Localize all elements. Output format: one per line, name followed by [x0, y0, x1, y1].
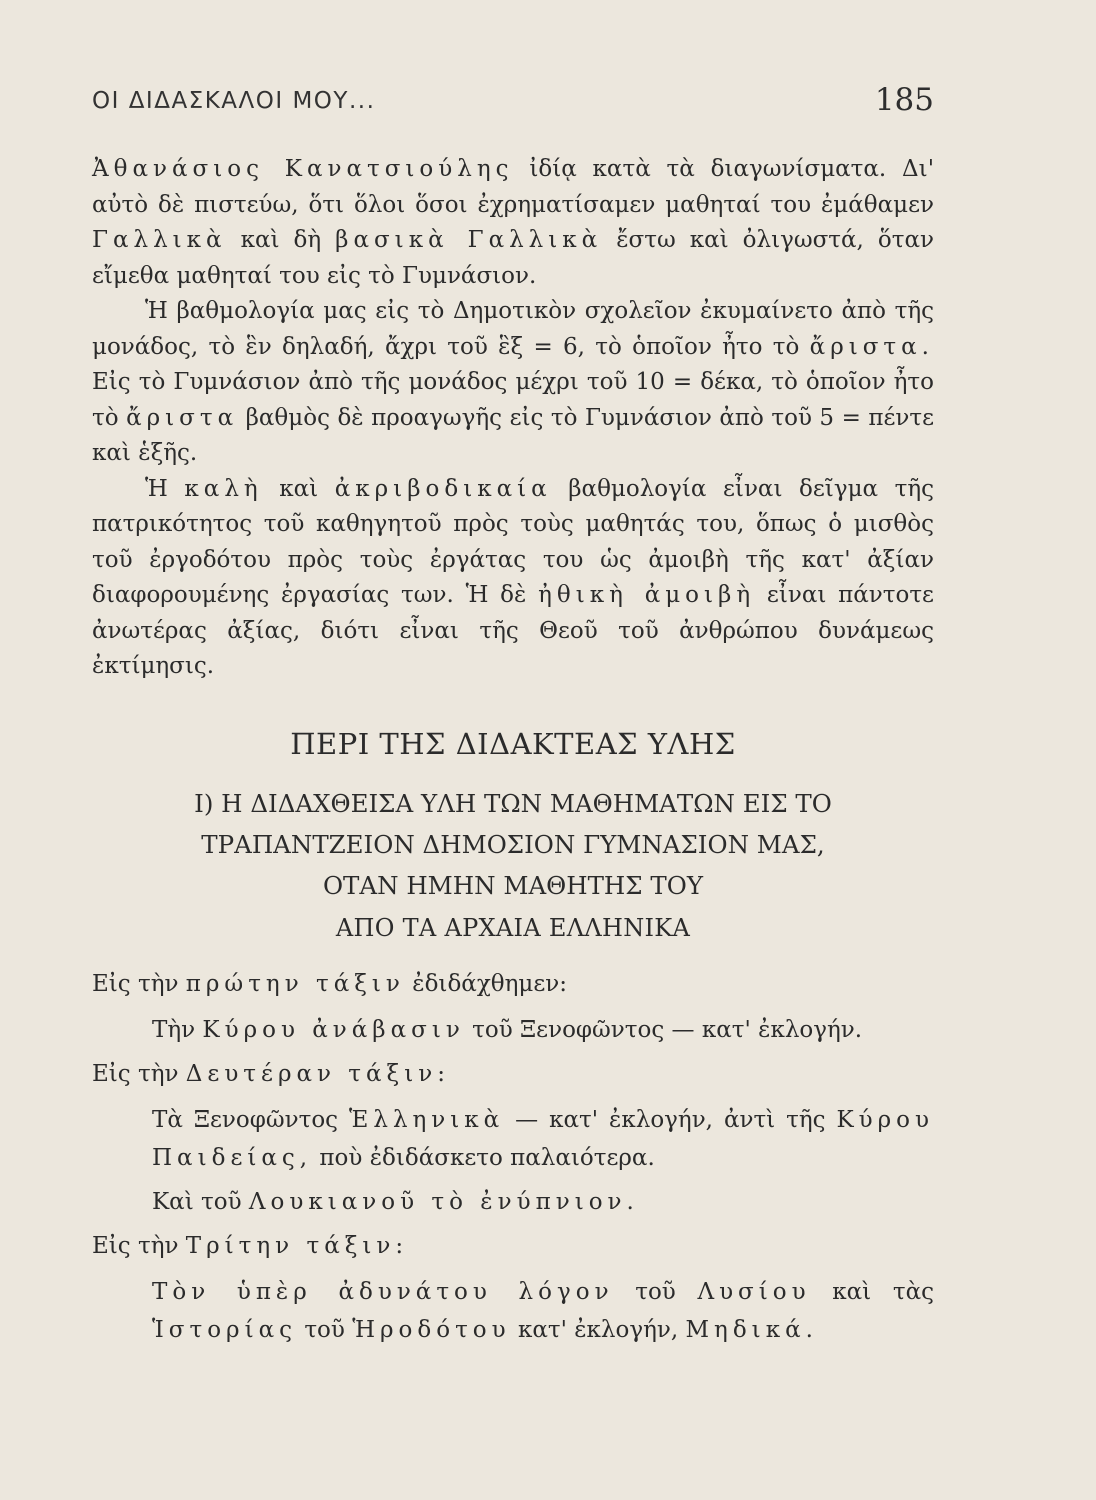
- paragraph-2: [92, 294, 934, 472]
- spaced-term: ἄριστα.: [809, 333, 934, 360]
- text-run: τοῦ: [613, 1279, 698, 1305]
- body-text: [92, 152, 934, 685]
- text-run: Εἰς τὴν: [92, 971, 186, 997]
- spaced-term: Κύρου Παιδείας,: [152, 1107, 935, 1171]
- text-run: τοῦ Ξενοφῶντος — κατ' ἐκλογήν.: [464, 1017, 863, 1043]
- page-header: [92, 78, 934, 128]
- spaced-term: Γαλλικὰ: [92, 227, 227, 253]
- spaced-term: Κύρου ἀνάβασιν: [202, 1017, 465, 1043]
- spaced-term: Λουκιανοῦ τὸ ἐνύπνιον.: [248, 1189, 639, 1215]
- class-3-heading: [92, 1227, 934, 1265]
- spaced-term: Τὸν ὑπὲρ ἀδυνάτου λόγον: [152, 1279, 614, 1305]
- spaced-term: Ἱστορίας: [152, 1317, 298, 1343]
- paragraph-3: [92, 472, 934, 685]
- class-1-item: [152, 1011, 934, 1049]
- text-run: κατ' ἐκλογήν,: [510, 1317, 686, 1343]
- spaced-term: Τρίτην τάξιν:: [185, 1233, 409, 1259]
- class-2-item-1: [152, 1101, 934, 1177]
- subheading-line-3: ΟΤΑΝ ΗΜΗΝ ΜΑΘΗΤΗΣ ΤΟΥ: [322, 871, 704, 900]
- subheading: [92, 783, 934, 906]
- spaced-term: Λυσίου: [697, 1279, 811, 1305]
- section-heading: ΑΠΟ ΤΑ ΑΡΧΑΙΑ ΕΛΛΗΝΙΚΑ: [335, 914, 691, 942]
- text-run: βαθμὸς δὲ προαγωγῆς εἰς τὸ Γυμνάσιον ἀπὸ τοῦ 5 = πέντε καὶ ἑξῆς.: [92, 404, 934, 466]
- text-run: ποὺ ἐδιδάσκετο παλαιότερα.: [312, 1145, 655, 1171]
- spaced-term: ἄριστα: [126, 404, 239, 431]
- text-run: Καὶ τοῦ: [152, 1189, 249, 1215]
- text-run: τοῦ: [297, 1317, 353, 1343]
- class-3-item: [152, 1273, 934, 1349]
- curriculum-list: [92, 965, 934, 1355]
- subheading-line-2: ΤΡΑΠΑΝΤΖΕΙΟΝ ΔΗΜΟΣΙΟΝ ΓΥΜΝΑΣΙΟΝ ΜΑΣ,: [201, 830, 825, 859]
- text-run: ἰδίᾳ κατὰ τὰ διαγωνίσματα. Δι' αὐτὸ δὲ πιστεύω, ὅτι ὅλοι ὅσοι ἐχρηματίσαμεν μαθηταί του ἐμάθαμεν: [92, 156, 935, 218]
- running-title: ΟΙ ΔΙΔΑΣΚΑΛΟΙ ΜΟΥ...: [92, 88, 376, 114]
- class-1-heading: [92, 965, 934, 1003]
- paragraph-1: [92, 152, 934, 294]
- text-run: Ἡ βαθμολογία μας εἰς τὸ Δημοτικὸν σχολεῖον ἐκυμαίνετο ἀπὸ τῆς μονάδος, τὸ ἓν δηλαδή, ἄχρι τοῦ ἓξ = 6, τὸ ὁποῖον ἦτο τὸ: [92, 298, 934, 360]
- text-run: βαθμολογία εἶναι δεῖγμα τῆς πατρικότητος τοῦ καθηγητοῦ πρὸς τοὺς μαθητάς του, ὅπως ὁ μισθὸς τοῦ ἐργοδότου πρὸς τοὺς ἐργάτας του ὡς ἀμοιβὴ τῆς κατ' ἀξίαν διαφορουμένης ἐργασίας των. Ἡ δὲ: [92, 475, 935, 608]
- text-run: ἔστω καὶ ὀλιγωστά, ὅταν εἴμεθα μαθηταί του εἰς τὸ Γυμνάσιον.: [92, 227, 934, 289]
- spaced-term: πρώτην τάξιν: [185, 971, 405, 997]
- spaced-term: ἠθικὴ ἀμοιβὴ: [538, 582, 756, 608]
- spaced-term: Ἡροδότου: [352, 1317, 511, 1343]
- teacher-name: Ἀθανάσιος Κανατσιούλης: [92, 156, 514, 182]
- spaced-term: καλὴ: [184, 475, 263, 502]
- text-run: Τὰ Ξενοφῶντος: [152, 1107, 350, 1133]
- text-run: Τὴν: [152, 1017, 203, 1043]
- class-2-item-2: [152, 1183, 934, 1221]
- text-run: Ἡ: [145, 475, 185, 502]
- spaced-term: βασικὰ Γαλλικὰ: [335, 227, 603, 253]
- page-number: 185: [874, 82, 934, 118]
- text-run: ἐδιδάχθημεν:: [404, 971, 567, 997]
- spaced-term: Ἑλληνικὰ: [349, 1107, 505, 1133]
- subheading-line-1: Ι) Η ΔΙΔΑΧΘΕΙΣΑ ΥΛΗ ΤΩΝ ΜΑΘΗΜΑΤΩΝ ΕΙΣ ΤΟ: [194, 789, 832, 818]
- text-run: — κατ' ἐκλογήν, ἀντὶ τῆς: [504, 1107, 837, 1133]
- text-run: καὶ δὴ: [226, 227, 336, 253]
- text-run: εἶναι πάντοτε ἀνωτέρας ἀξίας, διότι εἶναι τῆς Θεοῦ τοῦ ἀνθρώπου δυνάμεως ἐκτίμησις.: [92, 582, 934, 679]
- spaced-term: Μηδικά.: [685, 1317, 818, 1343]
- spaced-term: Δευτέραν τάξιν:: [185, 1061, 450, 1087]
- text-run: καὶ τὰς: [810, 1279, 934, 1305]
- spaced-term: ἀκριβοδικαία: [334, 475, 552, 502]
- chapter-heading: ΠΕΡΙ ΤΗΣ ΔΙΔΑΚΤΕΑΣ ΥΛΗΣ: [290, 727, 736, 761]
- class-2-heading: [92, 1055, 934, 1093]
- text-run: Εἰς τὴν: [92, 1061, 186, 1087]
- text-run: Εἰς τὴν: [92, 1233, 186, 1259]
- text-run: Εἰς τὸ Γυμνάσιον ἀπὸ τῆς μονάδος μέχρι τοῦ 10 = δέκα, τὸ ὁποῖον ἦτο τὸ: [92, 369, 934, 431]
- text-run: καὶ: [262, 475, 335, 502]
